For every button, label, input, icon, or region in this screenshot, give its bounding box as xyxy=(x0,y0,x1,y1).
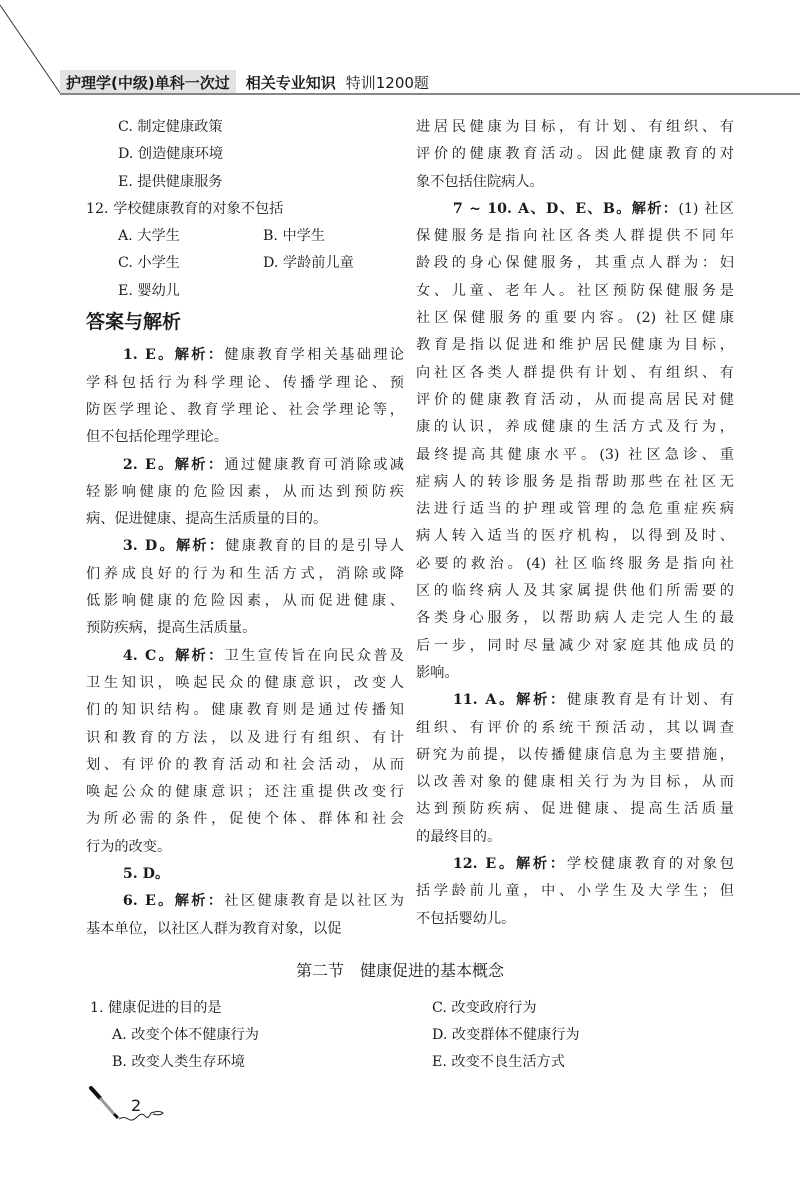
answer-line: 防医学理论、教育学理论、社会学理论等， xyxy=(86,401,404,418)
answer-explanation xyxy=(416,687,734,851)
option-c: C. 改变政府行为 xyxy=(432,1000,537,1016)
answer-line: 教育是指以促进和维护居民健康为目标， xyxy=(416,337,734,354)
q11-option-e: E. 提供健康服务 xyxy=(118,173,223,190)
answer-line: 向社区各类人群提供有计划、有组织、有 xyxy=(416,364,734,381)
answer-line: 11. A。解析：健康教育是有计划、有 xyxy=(452,692,734,709)
answer-line: 卫生知识，唤起民众的健康意识，改变人 xyxy=(86,674,404,691)
q12-options-row-1 xyxy=(86,223,404,250)
answer-line: 2. E。解析：通过健康教育可消除或减 xyxy=(122,456,404,473)
series-title: 护理学(中级)单科一次过 xyxy=(60,70,236,95)
answer-line: 症病人的转诊服务是指帮助那些在社区无 xyxy=(416,473,734,490)
analysis-label: 解析： xyxy=(174,893,225,910)
q12-option-c: C. 小学生 xyxy=(118,255,180,272)
answer-line: 6. E。解析：社区健康教育是以社区为 xyxy=(122,893,404,910)
answer-line: 1. E。解析：健康教育学相关基础理论 xyxy=(122,347,404,364)
q12-option-d: D. 学龄前儿童 xyxy=(263,255,354,272)
q12-option-b: B. 中学生 xyxy=(263,228,326,245)
answer-line: 后一步，同时尽量减少对家庭其他成员的 xyxy=(416,637,734,654)
option-a: A. 改变个体不健康行为 xyxy=(112,1027,259,1043)
answer-line: 行为的改变。 xyxy=(86,838,172,855)
answer-line: 以改善对象的健康相关行为为目标，从而 xyxy=(416,774,734,791)
answer-key: 11. A。 xyxy=(452,692,517,709)
answer-key: 12. E。 xyxy=(452,856,516,873)
answer-line: 影响。 xyxy=(416,664,459,681)
answer-line: 预防疾病，提高生活质量。 xyxy=(86,620,257,637)
answer-key: 2. E。 xyxy=(122,456,175,473)
right-column xyxy=(416,114,734,933)
answer-key: 3. D。 xyxy=(122,538,176,555)
answer-line: 的最终目的。 xyxy=(416,828,502,845)
answer-explanation xyxy=(86,643,404,861)
answer-line: 低影响健康的危险因素，从而促进健康、 xyxy=(86,593,404,610)
answer-line: 不包括婴幼儿。 xyxy=(416,910,516,927)
answer-line xyxy=(86,861,404,888)
answer-line: 女、儿童、老年人。社区预防保健服务是 xyxy=(416,282,734,299)
answer-line: 评价的健康教育活动。因此健康教育的对 xyxy=(416,146,734,163)
right-answers xyxy=(416,196,734,933)
answer-line: 保健服务是指向社区各类人群提供不同年 xyxy=(416,228,734,245)
answer-line: 进居民健康为目标，有计划、有组织、有 xyxy=(416,119,734,135)
answer-line: 括学龄前儿童，中、小学生及大学生；但 xyxy=(416,883,734,900)
answer-explanation xyxy=(416,196,734,687)
q11-option-d: D. 创造健康环境 xyxy=(118,146,224,163)
answer-line: 们的知识结构。健康教育则是通过传播知 xyxy=(86,702,404,719)
left-answers xyxy=(86,342,404,943)
analysis-label: 解析： xyxy=(175,538,226,555)
section-question-1-options-right xyxy=(432,995,580,1076)
answer-line: 基本单位，以社区人群为教育对象，以促 xyxy=(86,920,342,937)
answers-heading: 答案与解析 xyxy=(86,311,182,334)
answer-line: 轻影响健康的危险因素，从而达到预防疾 xyxy=(86,483,404,500)
answer-key: 6. E。 xyxy=(122,893,175,910)
answer-line: 病、促进健康、提高生活质量的目的。 xyxy=(86,511,328,528)
answer-line: 龄段的身心保健服务，其重点人群为：妇 xyxy=(416,255,734,272)
answer-explanation xyxy=(86,342,404,451)
answer-line: 3. D。解析：健康教育的目的是引导人 xyxy=(122,538,404,555)
answer-explanation xyxy=(86,888,404,943)
answer-line: 评价的健康教育活动，从而提高居民对健 xyxy=(416,391,734,408)
answer-key: 7 ~ 10. A、D、E、B。 xyxy=(452,200,632,217)
answer-line: 12. E。解析：学校健康教育的对象包 xyxy=(452,856,734,873)
answer-line: 但不包括伦理学理论。 xyxy=(86,429,228,446)
book-title: 特训1200题 xyxy=(345,73,429,92)
answer-key: 5. D。 xyxy=(122,866,170,883)
answer-line: 4. C。解析：卫生宣传旨在向民众普及 xyxy=(122,647,404,664)
question-stem: 1. 健康促进的目的是 xyxy=(90,1000,222,1016)
answer-line: 康的认识，养成健康的生活方式及行为， xyxy=(416,419,734,436)
answer-key: 4. C。 xyxy=(122,647,176,664)
answer-line: 各类身心服务，以帮助病人走完人生的最 xyxy=(416,610,734,627)
option-e: E. 改变不良生活方式 xyxy=(432,1054,565,1070)
answer-line: 划、有评价的教育活动和社会活动，从而 xyxy=(86,756,404,773)
running-header xyxy=(60,70,429,94)
answer-line: 区的临终病人及其家属提供他们所需要的 xyxy=(416,583,734,600)
option-b: B. 改变人类生存环境 xyxy=(112,1054,245,1070)
subject-title: 相关专业知识 xyxy=(245,73,336,92)
q12-option-e: E. 婴幼儿 xyxy=(118,282,180,299)
answer-explanation xyxy=(86,452,404,534)
analysis-label: 解析： xyxy=(516,692,568,709)
answer-line: 达到预防疾病、促进健康、提高生活质量 xyxy=(416,801,734,818)
answer-line: 学科包括行为科学理论、传播学理论、预 xyxy=(86,374,404,391)
answer-key: 1. E。 xyxy=(122,347,175,364)
answer-line: 7 ~ 10. A、D、E、B。解析：(1) 社区 xyxy=(452,200,734,217)
section-question-1 xyxy=(90,995,259,1076)
answer-line: 组织、有评价的系统干预活动，其以调查 xyxy=(416,719,734,736)
answer-line: 识和教育的方法，以及进行有组织、有计 xyxy=(86,729,404,746)
pen-icon xyxy=(88,1085,168,1125)
section-title: 第二节 健康促进的基本概念 xyxy=(295,961,504,980)
q11-option-c: C. 制定健康政策 xyxy=(118,119,223,135)
page-number: 2 xyxy=(131,1096,142,1115)
q12-stem: 12. 学校健康教育的对象不包括 xyxy=(86,200,284,217)
left-column xyxy=(86,114,404,943)
answer-line: 最终提高其健康水平。(3) 社区急诊、重 xyxy=(416,446,734,463)
answer-explanation xyxy=(416,851,734,933)
answer-line: 们养成良好的行为和生活方式，消除或降 xyxy=(86,565,404,582)
answer-6-continuation xyxy=(416,114,734,196)
answer-line: 唤起公众的健康意识；还注重提供改变行 xyxy=(86,784,404,801)
header-rule xyxy=(60,93,800,95)
analysis-label: 解析： xyxy=(174,456,225,473)
answer-line: 为所必需的条件，促使个体、群体和社会 xyxy=(86,811,404,828)
answer-line: 研究为前提，以传播健康信息为主要措施， xyxy=(416,746,734,763)
analysis-label: 解析： xyxy=(515,856,567,873)
answer-explanation xyxy=(86,861,404,888)
q12-options-row-2 xyxy=(86,250,404,277)
answer-line: 必要的救治。(4) 社区临终服务是指向社 xyxy=(416,555,734,572)
answer-line: 法进行适当的护理或管理的急危重症疾病 xyxy=(416,501,734,518)
answer-explanation xyxy=(86,533,404,642)
analysis-label: 解析： xyxy=(174,347,225,364)
answer-line: 病人转入适当的医疗机构，以得到及时、 xyxy=(416,528,734,545)
analysis-label: 解析： xyxy=(175,647,225,664)
q12-option-a: A. 大学生 xyxy=(118,228,180,245)
analysis-label: 解析： xyxy=(631,200,679,217)
answer-line: 社区保健服务的重要内容。(2) 社区健康 xyxy=(416,310,734,327)
option-d: D. 改变群体不健康行为 xyxy=(432,1027,580,1043)
answer-line: 象不包括住院病人。 xyxy=(416,173,544,190)
